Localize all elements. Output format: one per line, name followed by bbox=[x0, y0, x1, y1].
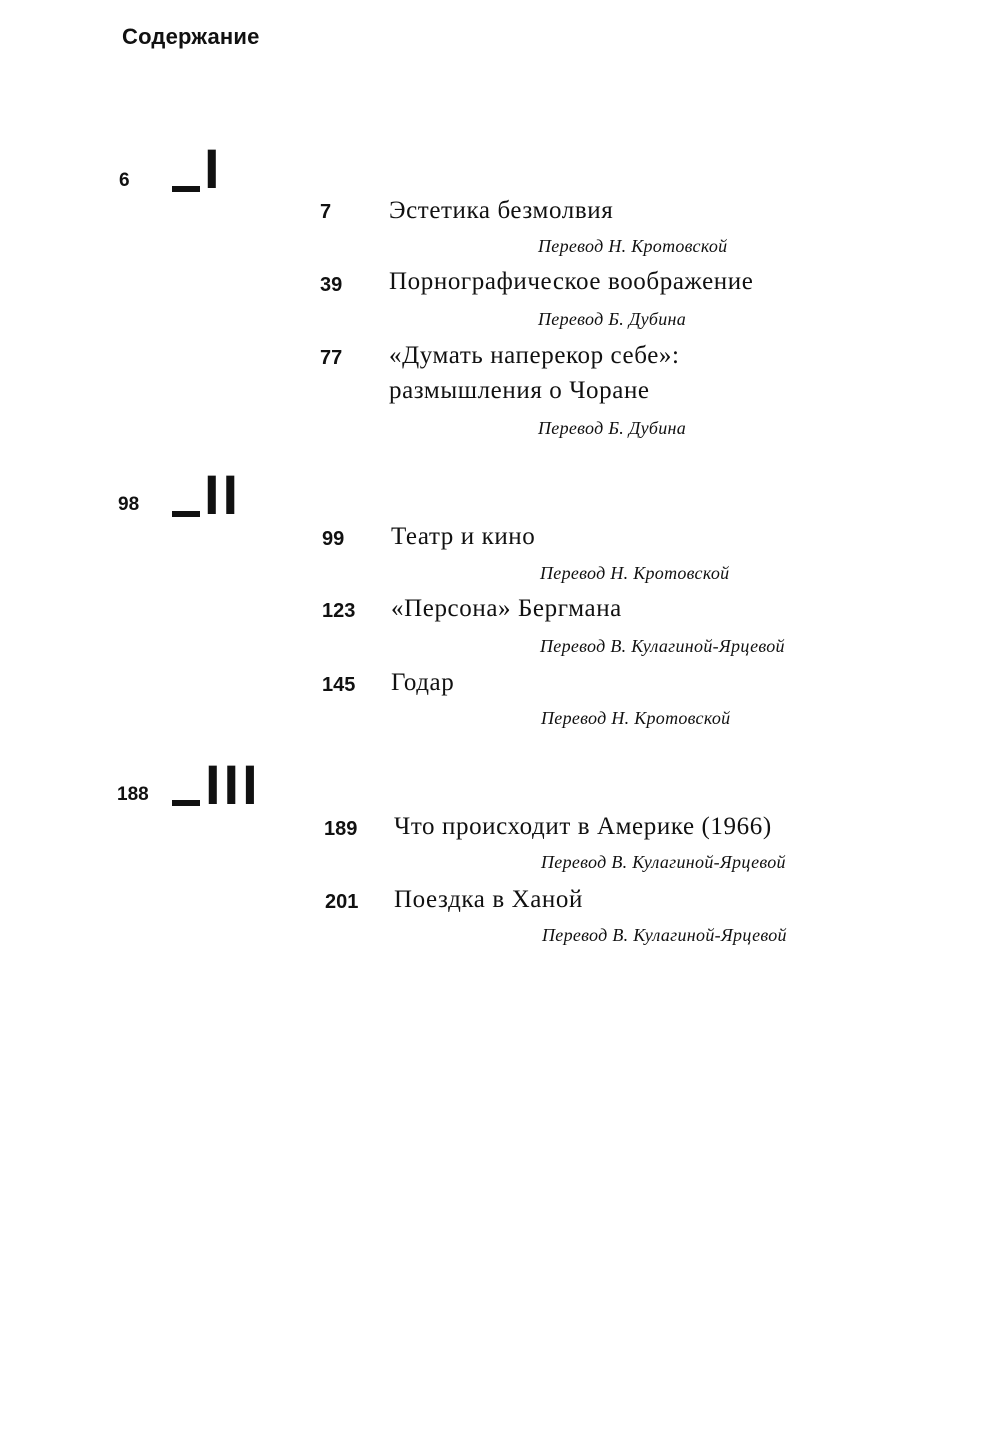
entry-page-number: 99 bbox=[322, 528, 345, 550]
entry-title: Порнографическое воображение bbox=[389, 268, 754, 295]
part-page-number: 188 bbox=[117, 784, 149, 805]
entry-page-number: 77 bbox=[320, 347, 343, 369]
entry-translator: Перевод Н. Кротовской bbox=[541, 708, 731, 728]
part-roman-numeral: III bbox=[205, 753, 261, 816]
entry-title: Театр и кино bbox=[391, 523, 536, 550]
entry-page-number: 39 bbox=[320, 274, 343, 296]
entry-title: Годар bbox=[391, 669, 455, 696]
part-dash bbox=[172, 800, 200, 806]
entry-translator: Перевод Б. Дубина bbox=[538, 418, 687, 438]
entry-translator: Перевод Н. Кротовской bbox=[538, 236, 728, 256]
page-title: Содержание bbox=[122, 24, 260, 49]
entry-translator: Перевод Н. Кротовской bbox=[540, 563, 730, 583]
entry-title-continued: размышления о Чоране bbox=[389, 377, 650, 404]
entry-title: Что происходит в Америке (1966) bbox=[394, 813, 772, 840]
entry-title: Поездка в Ханой bbox=[394, 886, 583, 913]
entry-translator: Перевод В. Кулагиной-Ярцевой bbox=[540, 636, 785, 656]
entry-translator: Перевод В. Кулагиной-Ярцевой bbox=[541, 852, 786, 872]
part-roman-numeral: I bbox=[204, 137, 223, 200]
part-page-number: 98 bbox=[118, 494, 140, 515]
part-page-number: 6 bbox=[119, 170, 130, 191]
entry-page-number: 189 bbox=[324, 818, 358, 840]
entry-page-number: 123 bbox=[322, 600, 356, 622]
entry-page-number: 145 bbox=[322, 674, 356, 696]
entry-translator: Перевод В. Кулагиной-Ярцевой bbox=[542, 925, 787, 945]
entry-title: Эстетика безмолвия bbox=[389, 197, 614, 224]
part-roman-numeral: II bbox=[204, 463, 242, 526]
entry-page-number: 201 bbox=[325, 891, 359, 913]
part-dash bbox=[172, 186, 200, 192]
entry-title: «Персона» Бергмана bbox=[391, 595, 622, 622]
entry-page-number: 7 bbox=[320, 201, 332, 223]
part-dash bbox=[172, 511, 200, 517]
entry-translator: Перевод Б. Дубина bbox=[538, 309, 687, 329]
entry-title: «Думать наперекор себе»: bbox=[389, 342, 680, 369]
